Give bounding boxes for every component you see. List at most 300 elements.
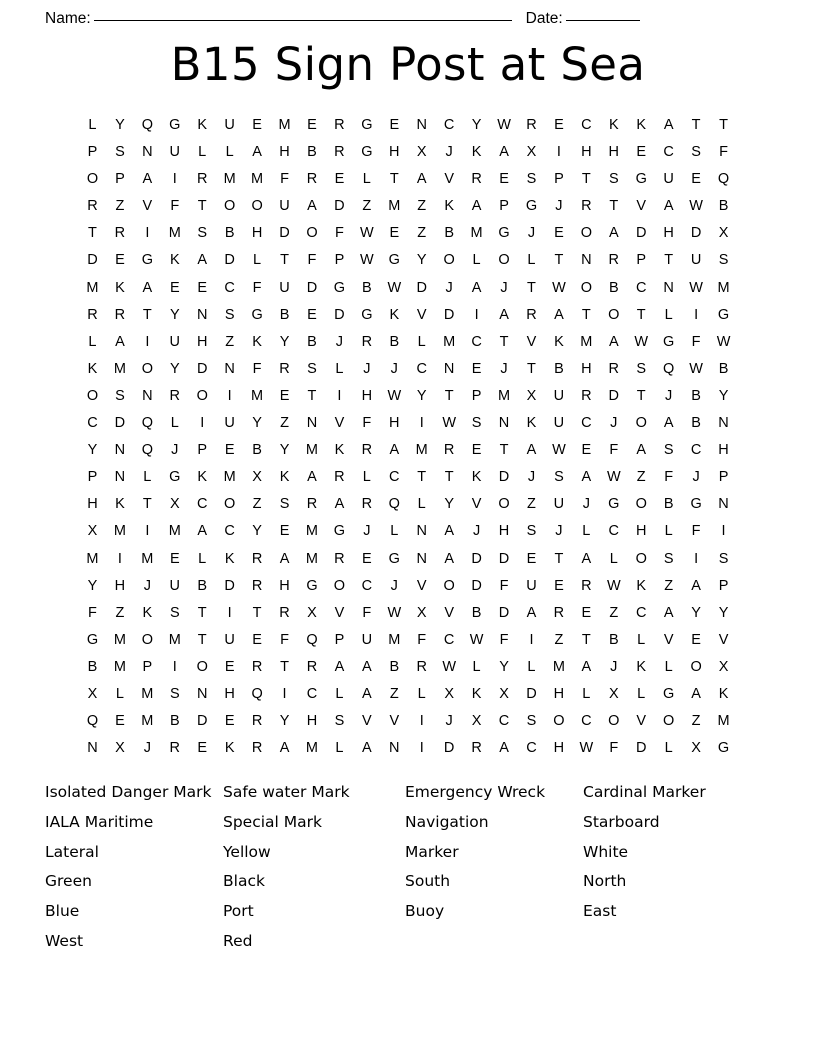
word-list-item[interactable]: South [405, 872, 451, 891]
grid-letter[interactable]: V [334, 604, 345, 621]
grid-letter[interactable]: W [387, 279, 402, 296]
grid-letter[interactable]: K [444, 198, 454, 215]
grid-letter[interactable]: F [362, 415, 372, 432]
grid-letter[interactable]: X [307, 604, 317, 621]
grid-letter[interactable]: L [417, 333, 426, 350]
grid-letter[interactable]: O [608, 713, 620, 730]
grid-letter[interactable]: U [169, 144, 181, 161]
grid-letter[interactable]: N [389, 740, 400, 757]
grid-letter[interactable]: Y [718, 604, 729, 621]
grid-letter[interactable]: E [389, 225, 400, 242]
word-list-item[interactable]: White [583, 842, 629, 861]
grid-letter[interactable]: U [361, 631, 373, 648]
grid-letter[interactable]: C [443, 117, 455, 133]
word-list-item[interactable]: East [583, 902, 617, 921]
grid-letter[interactable]: E [691, 171, 701, 188]
grid-letter[interactable]: T [280, 252, 289, 269]
grid-letter[interactable]: N [306, 415, 318, 432]
grid-letter[interactable]: A [197, 252, 208, 269]
grid-letter[interactable]: R [581, 198, 592, 215]
grid-letter[interactable]: K [87, 360, 98, 377]
grid-letter[interactable]: Q [141, 415, 153, 432]
grid-letter[interactable]: G [608, 496, 620, 513]
grid-letter[interactable]: L [417, 496, 426, 513]
grid-letter[interactable]: Y [252, 523, 262, 540]
grid-letter[interactable]: C [443, 631, 455, 648]
word-list-item[interactable]: Emergency Wreck [405, 783, 546, 801]
grid-letter[interactable]: F [719, 144, 728, 161]
grid-letter[interactable]: N [718, 496, 729, 513]
grid-letter[interactable]: T [142, 496, 152, 513]
grid-letter[interactable]: H [608, 144, 620, 161]
grid-letter[interactable]: B [362, 279, 372, 296]
grid-letter[interactable]: S [197, 225, 208, 242]
grid-letter[interactable]: T [197, 631, 207, 648]
grid-letter[interactable]: N [196, 685, 208, 702]
grid-letter[interactable]: K [224, 550, 235, 567]
grid-letter[interactable]: J [335, 333, 344, 350]
grid-letter[interactable]: H [553, 740, 565, 757]
grid-letter[interactable]: A [581, 550, 592, 567]
grid-letter[interactable]: D [224, 252, 235, 269]
grid-letter[interactable]: I [200, 415, 205, 432]
grid-letter[interactable]: H [361, 387, 373, 404]
grid-letter[interactable]: A [142, 171, 153, 188]
grid-letter[interactable]: A [471, 279, 482, 296]
grid-letter[interactable]: B [691, 387, 701, 404]
grid-letter[interactable]: O [224, 496, 236, 513]
grid-letter[interactable]: T [197, 604, 207, 621]
grid-letter[interactable]: R [169, 387, 181, 404]
grid-letter[interactable]: R [334, 144, 345, 161]
grid-letter[interactable]: E [554, 577, 564, 594]
grid-letter[interactable]: D [608, 387, 620, 404]
grid-letter[interactable]: W [716, 333, 731, 350]
grid-letter[interactable]: T [142, 306, 152, 323]
grid-letter[interactable]: A [307, 198, 317, 215]
grid-letter[interactable]: E [115, 713, 125, 730]
grid-letter[interactable]: I [227, 387, 232, 404]
grid-letter[interactable]: A [554, 306, 564, 323]
grid-letter[interactable]: J [445, 144, 453, 161]
grid-letter[interactable]: H [663, 225, 674, 242]
grid-letter[interactable]: G [361, 306, 373, 323]
grid-letter[interactable]: R [553, 604, 565, 621]
grid-letter[interactable]: J [582, 496, 590, 513]
word-list-item[interactable]: Buoy [405, 902, 445, 921]
grid-letter[interactable]: M [141, 685, 154, 702]
word-search-grid[interactable] [79, 112, 738, 762]
grid-letter[interactable]: C [635, 604, 647, 621]
grid-letter[interactable]: K [636, 658, 647, 675]
grid-letter[interactable]: X [691, 740, 701, 757]
grid-letter[interactable]: D [690, 225, 702, 242]
grid-letter[interactable]: G [690, 496, 702, 513]
grid-letter[interactable]: N [416, 550, 427, 567]
grid-letter[interactable]: M [305, 740, 319, 757]
grid-letter[interactable]: T [527, 360, 536, 377]
grid-letter[interactable]: W [606, 469, 621, 486]
grid-letter[interactable]: Y [252, 415, 262, 432]
grid-letter[interactable]: T [581, 306, 591, 323]
grid-letter[interactable]: M [388, 631, 401, 648]
grid-letter[interactable]: R [334, 117, 345, 133]
grid-letter[interactable]: I [419, 713, 424, 730]
grid-letter[interactable]: P [115, 171, 125, 188]
grid-letter[interactable]: M [223, 171, 236, 188]
grid-letter[interactable]: B [471, 604, 482, 621]
grid-letter[interactable]: O [580, 279, 592, 296]
grid-letter[interactable]: L [198, 144, 207, 161]
grid-letter[interactable]: O [333, 577, 346, 594]
grid-letter[interactable]: R [196, 171, 208, 188]
grid-letter[interactable]: X [416, 604, 427, 621]
grid-letter[interactable]: H [279, 144, 290, 161]
grid-letter[interactable]: T [499, 442, 509, 459]
grid-letter[interactable]: S [169, 604, 180, 621]
grid-letter[interactable]: L [253, 252, 262, 269]
grid-letter[interactable]: E [554, 225, 564, 242]
grid-letter[interactable]: W [360, 252, 374, 269]
grid-letter[interactable]: X [444, 685, 454, 702]
grid-letter[interactable]: I [556, 144, 561, 161]
grid-letter[interactable]: E [691, 631, 701, 648]
grid-letter[interactable]: Y [279, 713, 290, 730]
grid-letter[interactable]: A [334, 658, 345, 675]
grid-letter[interactable]: W [634, 333, 649, 350]
word-list-item[interactable]: North [583, 872, 627, 891]
grid-letter[interactable]: C [224, 279, 235, 296]
grid-letter[interactable]: A [499, 740, 509, 757]
grid-letter[interactable]: J [390, 360, 398, 377]
grid-letter[interactable]: F [691, 523, 701, 540]
grid-letter[interactable]: L [472, 658, 481, 675]
grid-letter[interactable]: T [307, 387, 317, 404]
grid-letter[interactable]: W [387, 604, 402, 621]
grid-letter[interactable]: M [443, 333, 456, 350]
grid-letter[interactable]: M [415, 442, 428, 459]
grid-letter[interactable]: G [717, 740, 730, 757]
grid-letter[interactable]: W [497, 117, 511, 133]
grid-letter[interactable]: B [224, 225, 235, 242]
grid-letter[interactable]: N [581, 252, 592, 269]
grid-letter[interactable]: C [196, 496, 208, 513]
grid-letter[interactable]: F [417, 631, 427, 648]
grid-letter[interactable]: A [691, 685, 701, 702]
grid-letter[interactable]: K [334, 442, 345, 459]
grid-letter[interactable]: A [663, 604, 674, 621]
grid-letter[interactable]: J [500, 360, 508, 377]
grid-letter[interactable]: R [471, 740, 482, 757]
grid-letter[interactable]: O [86, 387, 99, 404]
grid-letter[interactable]: T [691, 117, 701, 133]
grid-letter[interactable]: K [115, 279, 125, 296]
grid-letter[interactable]: Z [252, 496, 262, 513]
grid-letter[interactable]: Y [115, 117, 125, 133]
grid-letter[interactable]: J [363, 523, 371, 540]
grid-letter[interactable]: H [581, 360, 592, 377]
grid-letter[interactable]: I [282, 685, 287, 702]
grid-letter[interactable]: F [609, 740, 619, 757]
grid-letter[interactable]: E [252, 117, 262, 133]
grid-letter[interactable]: S [526, 523, 537, 540]
grid-letter[interactable]: R [251, 658, 263, 675]
grid-letter[interactable]: R [114, 306, 126, 323]
grid-letter[interactable]: G [635, 171, 647, 188]
grid-letter[interactable]: Z [664, 577, 674, 594]
grid-letter[interactable]: I [117, 550, 122, 567]
grid-letter[interactable]: R [306, 658, 318, 675]
grid-letter[interactable]: A [526, 442, 537, 459]
grid-letter[interactable]: R [251, 577, 263, 594]
grid-letter[interactable]: Z [225, 333, 235, 350]
word-list-item[interactable]: Black [223, 872, 265, 891]
grid-letter[interactable]: J [610, 658, 618, 675]
grid-letter[interactable]: H [224, 685, 235, 702]
grid-letter[interactable]: I [172, 658, 177, 675]
grid-letter[interactable]: T [554, 550, 564, 567]
grid-letter[interactable]: Y [87, 442, 98, 459]
grid-letter[interactable]: U [526, 577, 537, 594]
grid-letter[interactable]: X [169, 496, 180, 513]
grid-letter[interactable]: A [444, 550, 454, 567]
grid-letter[interactable]: W [606, 577, 621, 594]
grid-letter[interactable]: B [169, 713, 180, 730]
grid-letter[interactable]: T [88, 225, 97, 242]
grid-letter[interactable]: B [718, 198, 729, 215]
grid-letter[interactable]: F [609, 442, 619, 459]
grid-letter[interactable]: A [362, 740, 372, 757]
grid-letter[interactable]: K [224, 740, 235, 757]
grid-letter[interactable]: O [498, 496, 510, 513]
grid-letter[interactable]: L [664, 306, 673, 323]
grid-letter[interactable]: W [689, 360, 703, 377]
word-list-item[interactable]: Red [223, 931, 253, 950]
grid-letter[interactable]: B [608, 631, 619, 648]
grid-letter[interactable]: R [526, 117, 537, 133]
grid-letter[interactable]: J [143, 577, 151, 594]
grid-letter[interactable]: W [552, 279, 566, 296]
grid-letter[interactable]: A [252, 144, 262, 161]
grid-letter[interactable]: V [416, 306, 427, 323]
grid-letter[interactable]: P [87, 144, 98, 161]
grid-letter[interactable]: S [718, 550, 729, 567]
grid-letter[interactable]: G [333, 523, 346, 540]
grid-letter[interactable]: S [526, 713, 537, 730]
grid-letter[interactable]: E [581, 604, 592, 621]
grid-letter[interactable]: C [306, 685, 318, 702]
grid-letter[interactable]: P [142, 658, 153, 675]
grid-letter[interactable]: J [527, 225, 536, 242]
grid-letter[interactable]: J [555, 198, 563, 215]
grid-letter[interactable]: T [636, 306, 646, 323]
grid-letter[interactable]: E [115, 252, 125, 269]
grid-letter[interactable]: O [196, 387, 208, 404]
grid-letter[interactable]: M [278, 117, 291, 133]
grid-letter[interactable]: O [635, 496, 647, 513]
grid-letter[interactable]: M [470, 225, 483, 242]
grid-letter[interactable]: L [88, 333, 97, 350]
grid-letter[interactable]: K [471, 469, 482, 486]
grid-letter[interactable]: O [635, 550, 647, 567]
grid-letter[interactable]: N [196, 306, 208, 323]
grid-letter[interactable]: K [142, 604, 153, 621]
word-list-item[interactable]: Navigation [405, 812, 489, 831]
name-write-in-line[interactable] [94, 20, 512, 21]
grid-letter[interactable]: L [664, 740, 673, 757]
grid-letter[interactable]: J [171, 442, 179, 459]
grid-letter[interactable]: R [608, 360, 620, 377]
grid-letter[interactable]: R [334, 469, 345, 486]
word-list-item[interactable]: Starboard [583, 812, 660, 831]
grid-letter[interactable]: B [307, 333, 317, 350]
grid-letter[interactable]: F [170, 198, 180, 215]
grid-letter[interactable]: P [718, 577, 729, 594]
grid-letter[interactable]: A [608, 225, 619, 242]
grid-letter[interactable]: S [169, 685, 180, 702]
grid-letter[interactable]: X [471, 713, 482, 730]
grid-letter[interactable]: K [279, 469, 290, 486]
grid-letter[interactable]: G [388, 252, 400, 269]
grid-letter[interactable]: O [251, 198, 263, 215]
grid-letter[interactable]: Y [499, 658, 509, 675]
grid-letter[interactable]: M [305, 550, 319, 567]
grid-letter[interactable]: O [608, 306, 620, 323]
grid-letter[interactable]: H [196, 333, 208, 350]
grid-letter[interactable]: V [362, 713, 372, 730]
grid-letter[interactable]: E [224, 713, 235, 730]
grid-letter[interactable]: P [334, 252, 345, 269]
grid-letter[interactable]: A [197, 523, 208, 540]
grid-letter[interactable]: X [115, 740, 125, 757]
grid-letter[interactable]: I [694, 550, 699, 567]
grid-letter[interactable]: U [279, 198, 290, 215]
grid-letter[interactable]: X [87, 685, 98, 702]
grid-letter[interactable]: E [389, 117, 400, 133]
grid-letter[interactable]: I [721, 523, 726, 540]
grid-letter[interactable]: L [335, 740, 344, 757]
grid-letter[interactable]: O [690, 658, 702, 675]
grid-letter[interactable]: T [499, 333, 509, 350]
grid-letter[interactable]: B [691, 415, 701, 432]
grid-letter[interactable]: Z [417, 225, 427, 242]
grid-letter[interactable]: L [390, 523, 399, 540]
grid-letter[interactable]: K [471, 685, 482, 702]
grid-letter[interactable]: M [86, 279, 99, 296]
word-list-item[interactable]: Green [45, 872, 92, 891]
grid-letter[interactable]: E [307, 306, 317, 323]
grid-letter[interactable]: S [279, 496, 290, 513]
grid-letter[interactable]: L [664, 658, 673, 675]
grid-letter[interactable]: Z [115, 198, 125, 215]
grid-letter[interactable]: M [305, 523, 319, 540]
grid-letter[interactable]: E [169, 279, 180, 296]
grid-letter[interactable]: B [444, 225, 454, 242]
grid-letter[interactable]: R [443, 442, 455, 459]
grid-letter[interactable]: Q [717, 171, 730, 188]
grid-letter[interactable]: D [196, 360, 208, 377]
grid-letter[interactable]: R [251, 713, 263, 730]
grid-letter[interactable]: V [444, 171, 454, 188]
grid-letter[interactable]: L [472, 252, 481, 269]
grid-letter[interactable]: M [141, 713, 154, 730]
grid-letter[interactable]: M [113, 631, 126, 648]
grid-letter[interactable]: Z [554, 631, 564, 648]
grid-letter[interactable]: M [388, 198, 401, 215]
grid-letter[interactable]: I [227, 604, 232, 621]
grid-letter[interactable]: M [168, 523, 181, 540]
grid-letter[interactable]: I [419, 415, 424, 432]
grid-letter[interactable]: A [362, 658, 372, 675]
grid-letter[interactable]: Q [663, 360, 675, 377]
grid-letter[interactable]: S [224, 306, 235, 323]
grid-letter[interactable]: R [87, 306, 98, 323]
grid-letter[interactable]: C [635, 279, 647, 296]
grid-letter[interactable]: T [444, 387, 454, 404]
grid-letter[interactable]: O [635, 415, 647, 432]
grid-letter[interactable]: B [389, 658, 400, 675]
grid-letter[interactable]: E [499, 171, 509, 188]
grid-letter[interactable]: S [526, 171, 537, 188]
grid-letter[interactable]: L [362, 171, 371, 188]
grid-letter[interactable]: U [663, 171, 674, 188]
grid-letter[interactable]: H [251, 225, 263, 242]
grid-letter[interactable]: M [113, 658, 126, 675]
grid-letter[interactable]: Y [471, 117, 482, 133]
grid-letter[interactable]: K [636, 117, 647, 133]
grid-letter[interactable]: A [142, 279, 153, 296]
grid-letter[interactable]: D [635, 740, 647, 757]
date-write-in-line[interactable] [566, 20, 640, 21]
grid-letter[interactable]: A [608, 333, 619, 350]
grid-letter[interactable]: D [334, 306, 345, 323]
grid-letter[interactable]: C [690, 442, 702, 459]
grid-letter[interactable]: F [499, 631, 509, 648]
grid-letter[interactable]: G [361, 144, 373, 161]
grid-letter[interactable]: Q [141, 117, 153, 133]
grid-letter[interactable]: B [554, 360, 564, 377]
grid-letter[interactable]: E [581, 442, 592, 459]
grid-letter[interactable]: K [718, 685, 729, 702]
grid-letter[interactable]: D [526, 685, 537, 702]
grid-letter[interactable]: T [417, 469, 427, 486]
grid-letter[interactable]: K [169, 252, 180, 269]
grid-letter[interactable]: E [169, 550, 180, 567]
grid-letter[interactable]: R [416, 658, 427, 675]
grid-letter[interactable]: F [664, 469, 674, 486]
word-list-item[interactable]: Cardinal Marker [583, 783, 706, 801]
grid-letter[interactable]: L [88, 117, 97, 133]
word-list-item[interactable]: Marker [405, 842, 459, 861]
grid-letter[interactable]: K [526, 415, 537, 432]
grid-letter[interactable]: J [445, 713, 453, 730]
grid-letter[interactable]: Q [251, 685, 263, 702]
word-list-item[interactable]: Blue [45, 902, 80, 921]
grid-letter[interactable]: N [142, 387, 153, 404]
grid-letter[interactable]: L [335, 685, 344, 702]
grid-letter[interactable]: D [471, 577, 482, 594]
grid-letter[interactable]: E [554, 117, 564, 133]
grid-letter[interactable]: J [610, 415, 618, 432]
grid-letter[interactable]: G [663, 333, 675, 350]
grid-letter[interactable]: G [717, 306, 730, 323]
grid-letter[interactable]: L [225, 144, 234, 161]
grid-letter[interactable]: T [664, 252, 674, 269]
grid-letter[interactable]: X [252, 469, 262, 486]
grid-letter[interactable]: B [608, 279, 619, 296]
grid-letter[interactable]: E [197, 279, 208, 296]
grid-letter[interactable]: D [443, 306, 455, 323]
